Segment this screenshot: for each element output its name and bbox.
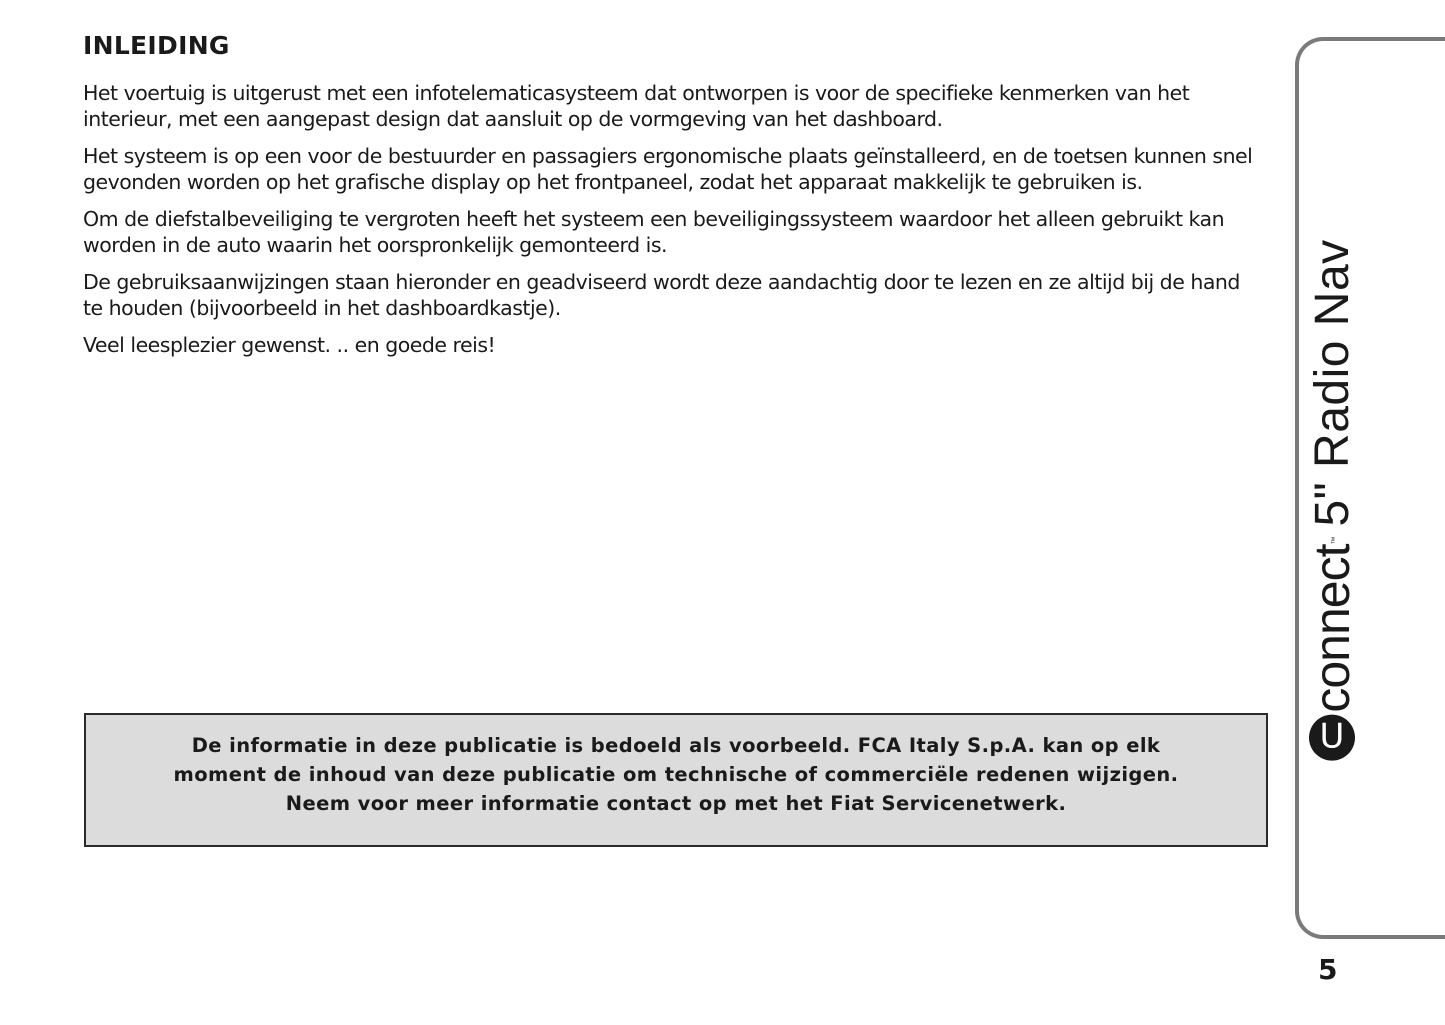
section-heading: INLEIDING [83, 31, 230, 60]
disclaimer-box [84, 713, 1268, 847]
model-name: 5" Radio Nav [1305, 239, 1359, 527]
paragraph-1: Het voertuig is uitgerust met een infotelematicasysteem dat ontworpen is voor de specifieke kenmerken van het interieur, met een aangepast design dat aansluit op de vormgeving van het dashboard. [83, 81, 1190, 131]
paragraph-2: Het systeem is op een voor de bestuurder en passagiers ergonomische plaats geïnstalleerd, en de toetsen kunnen snel gevonden worden op het grafische display op het frontpaneel, zodat het apparaat makkelijk te gebruiken is. [83, 144, 1253, 194]
trademark-symbol: ™ [1329, 536, 1339, 545]
paragraph-5: Veel leesplezier gewenst. .. en goede reis! [83, 333, 496, 357]
paragraph-3: Om de diefstalbeveiliging te vergroten heeft het systeem een beveiligingssysteem waardoor het alleen gebruikt kan worden in de auto waarin het oorspronkelijk gemonteerd is. [83, 207, 1225, 257]
paragraph-4: De gebruiksaanwijzingen staan hieronder en geadviseerd wordt deze aandachtig door te lezen en ze altijd bij de hand te houden (bijvoorbeeld in het dashboardkastje). [83, 270, 1240, 320]
page-number: 5 [1318, 953, 1338, 986]
u-logo-icon: U [1309, 715, 1355, 761]
disclaimer-text: De informatie in deze publicatie is bedoeld als voorbeeld. FCA Italy S.p.A. kan op elk moment de inhoud van deze publicatie om technische of commerciële redenen wijzigen. Neem voor meer informatie contact op met het Fiat Servicenetwerk. [173, 734, 1179, 815]
brand-logo-text [1303, 239, 1361, 760]
brand-word: connect [1304, 544, 1360, 713]
main-content [83, 30, 1263, 369]
